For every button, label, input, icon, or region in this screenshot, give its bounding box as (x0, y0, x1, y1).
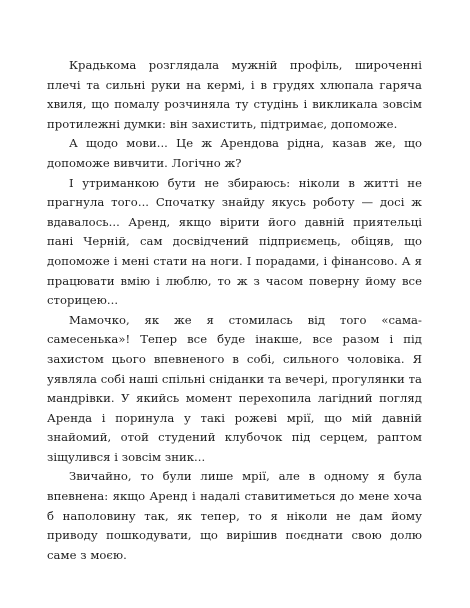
body-text (47, 56, 422, 565)
paragraph: Мамочко, як же я стомилась від того «сама-самесенька»! Тепер все буде інакше, все разом і під захистом цього впевненого в собі, сильного чоловіка. Я уявляла собі наші спільні сніданки та вечері, прогулянки та мандрівки. У якийсь момент перехопила лагідний погляд Аренда і поринула у такі рожеві мрії, що мій давній знайомий, отой студений клубочок під серцем, раптом зіщулився і зовсім зник... (47, 312, 422, 464)
paragraph: А щодо мови... Це ж Арендова рідна, казав же, що допоможе вивчити. Логічно ж? (47, 136, 422, 170)
paragraph: І утриманкою бути не збираюсь: ніколи в житті не прагнула того... Спочатку знайду якусь роботу — досі ж вдавалось... Аренд, якщо вірити його давній приятельці пані Черній, сам досвідчений підприємець, обіцяв, що допоможе і мені стати на ноги. І порадами, і фінансово. А я працювати вмію і люблю, то ж з часом поверну йому все сторицею... (47, 175, 422, 308)
paragraph: Крадькома розглядала мужній профіль, широченні плечі та сильні руки на кермі, і в грудях хлюпала гаряча хвиля, що помалу розчиняла ту студінь і викликала зовсім протилежні думки: він захистить, підтримає, допоможе. (47, 58, 422, 131)
paragraph: Звичайно, то були лише мрії, але в одному я була впевнена: якщо Аренд і надалі ставитиметься до мене хоча б наполовину так, як тепер, то я ніколи не дам йому приводу пошкодувати, що вирішив поєднати свою долю саме з моєю. (47, 469, 422, 562)
